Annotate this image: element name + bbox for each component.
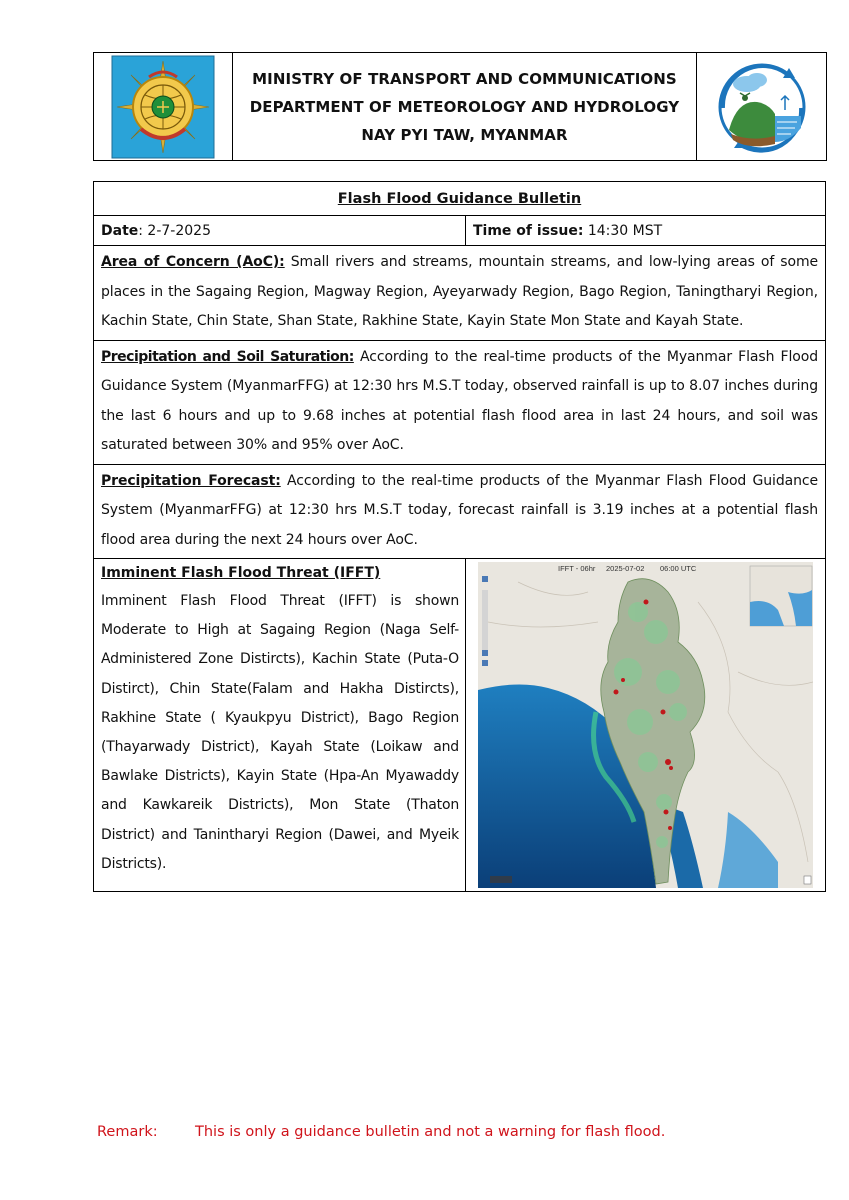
location: NAY PYI TAW, MYANMAR <box>361 125 568 144</box>
area-of-concern-row <box>94 246 825 341</box>
time-of-issue-value: 14:30 MST <box>583 222 663 239</box>
area-of-concern-label: Area of Concern (AoC): <box>101 254 285 270</box>
bulletin-title: Flash Flood Guidance Bulletin <box>337 190 582 207</box>
map-product-label: IFFT - 06hr <box>558 564 596 573</box>
department-name: DEPARTMENT OF METEOROLOGY AND HYDROLOGY <box>249 97 680 116</box>
date-label: Date <box>101 222 139 239</box>
date-value: : 2-7-2025 <box>138 222 211 239</box>
ifft-map-cell <box>466 559 825 891</box>
precipitation-forecast-row <box>94 465 825 560</box>
map-scale-bar <box>490 876 512 883</box>
letterhead-title <box>233 53 696 160</box>
ifft-description: Imminent Flash Flood Threat (IFFT) is shown Moderate to High at Sagaing Region (Naga Self-Administered Zone Distircts), Kachin State (Puta-O Distirct), Chin State(Falam and Hakha Distircts), Rakhine State ( Kyaukpyu District), Bago Region (Thayarwady District), Kayah State (Loikaw and Bawlake Districts), Kayin State (Hpa-An Myawaddy and Kawkareik Districts), Mon State (Thaton District) and Tanintharyi Region (Dawei, and Myeik Districts). <box>101 593 459 872</box>
precipitation-forecast-label: Precipitation Forecast: <box>101 472 281 489</box>
precipitation-soil-label: Precipitation and Soil Saturation: <box>101 348 354 365</box>
ministry-logo-cell <box>94 53 233 160</box>
precipitation-forecast-text: According to the real-time products of the Myanmar Flash Flood Guidance System (MyanmarFFG) at 12:30 hrs M.S.T today, forecast rainfall is 3.19 inches at a potential flash flood area during the next 24 hours over AoC. <box>101 472 818 548</box>
hydrological-cycle-logo-icon <box>709 56 815 158</box>
inset-overview-map <box>750 566 812 626</box>
remark <box>97 1124 665 1140</box>
remark-label: Remark: <box>97 1124 158 1140</box>
map-time-label: 06:00 UTC <box>660 564 697 573</box>
ifft-row <box>94 559 825 891</box>
precipitation-soil-text: According to the real-time products of the Myanmar Flash Flood Guidance System (MyanmarFFG) at 12:30 hrs M.S.T today, observed rainfall is up to 8.07 inches during the last 6 hours and up to 9.68 inches at potential flash flood area in last 24 hours, and soil was saturated between 30% and 95% over AoC. <box>101 348 818 453</box>
time-of-issue-label: Time of issue: <box>473 222 584 239</box>
map-info-icon[interactable] <box>804 876 811 884</box>
date-row <box>94 216 825 246</box>
precipitation-soil-row <box>94 341 825 465</box>
ifft-map <box>478 562 813 888</box>
ministry-name: MINISTRY OF TRANSPORT AND COMMUNICATIONS <box>252 69 677 88</box>
bulletin-title-row <box>94 182 825 216</box>
dmh-logo-cell <box>696 53 826 160</box>
area-of-concern-text: Small rivers and streams, mountain streams, and low-lying areas of some places in the Sagaing Region, Magway Region, Ayeyarwady Region, Bago Region, Taningtharyi Region, Kachin State, Chin State, Shan State, Rakhine State, Kayin State Mon State and Kayah State. <box>101 254 819 329</box>
ifft-text-cell <box>94 559 466 891</box>
letterhead <box>93 52 827 161</box>
ifft-label: Imminent Flash Flood Threat (IFFT) <box>101 565 381 581</box>
date-cell <box>94 216 466 245</box>
bulletin-table <box>93 181 826 892</box>
ministry-emblem-icon <box>111 55 215 159</box>
time-of-issue-cell <box>466 216 662 245</box>
remark-text: This is only a guidance bulletin and not a warning for flash flood. <box>195 1124 666 1140</box>
map-date-label: 2025-07-02 <box>606 564 645 573</box>
